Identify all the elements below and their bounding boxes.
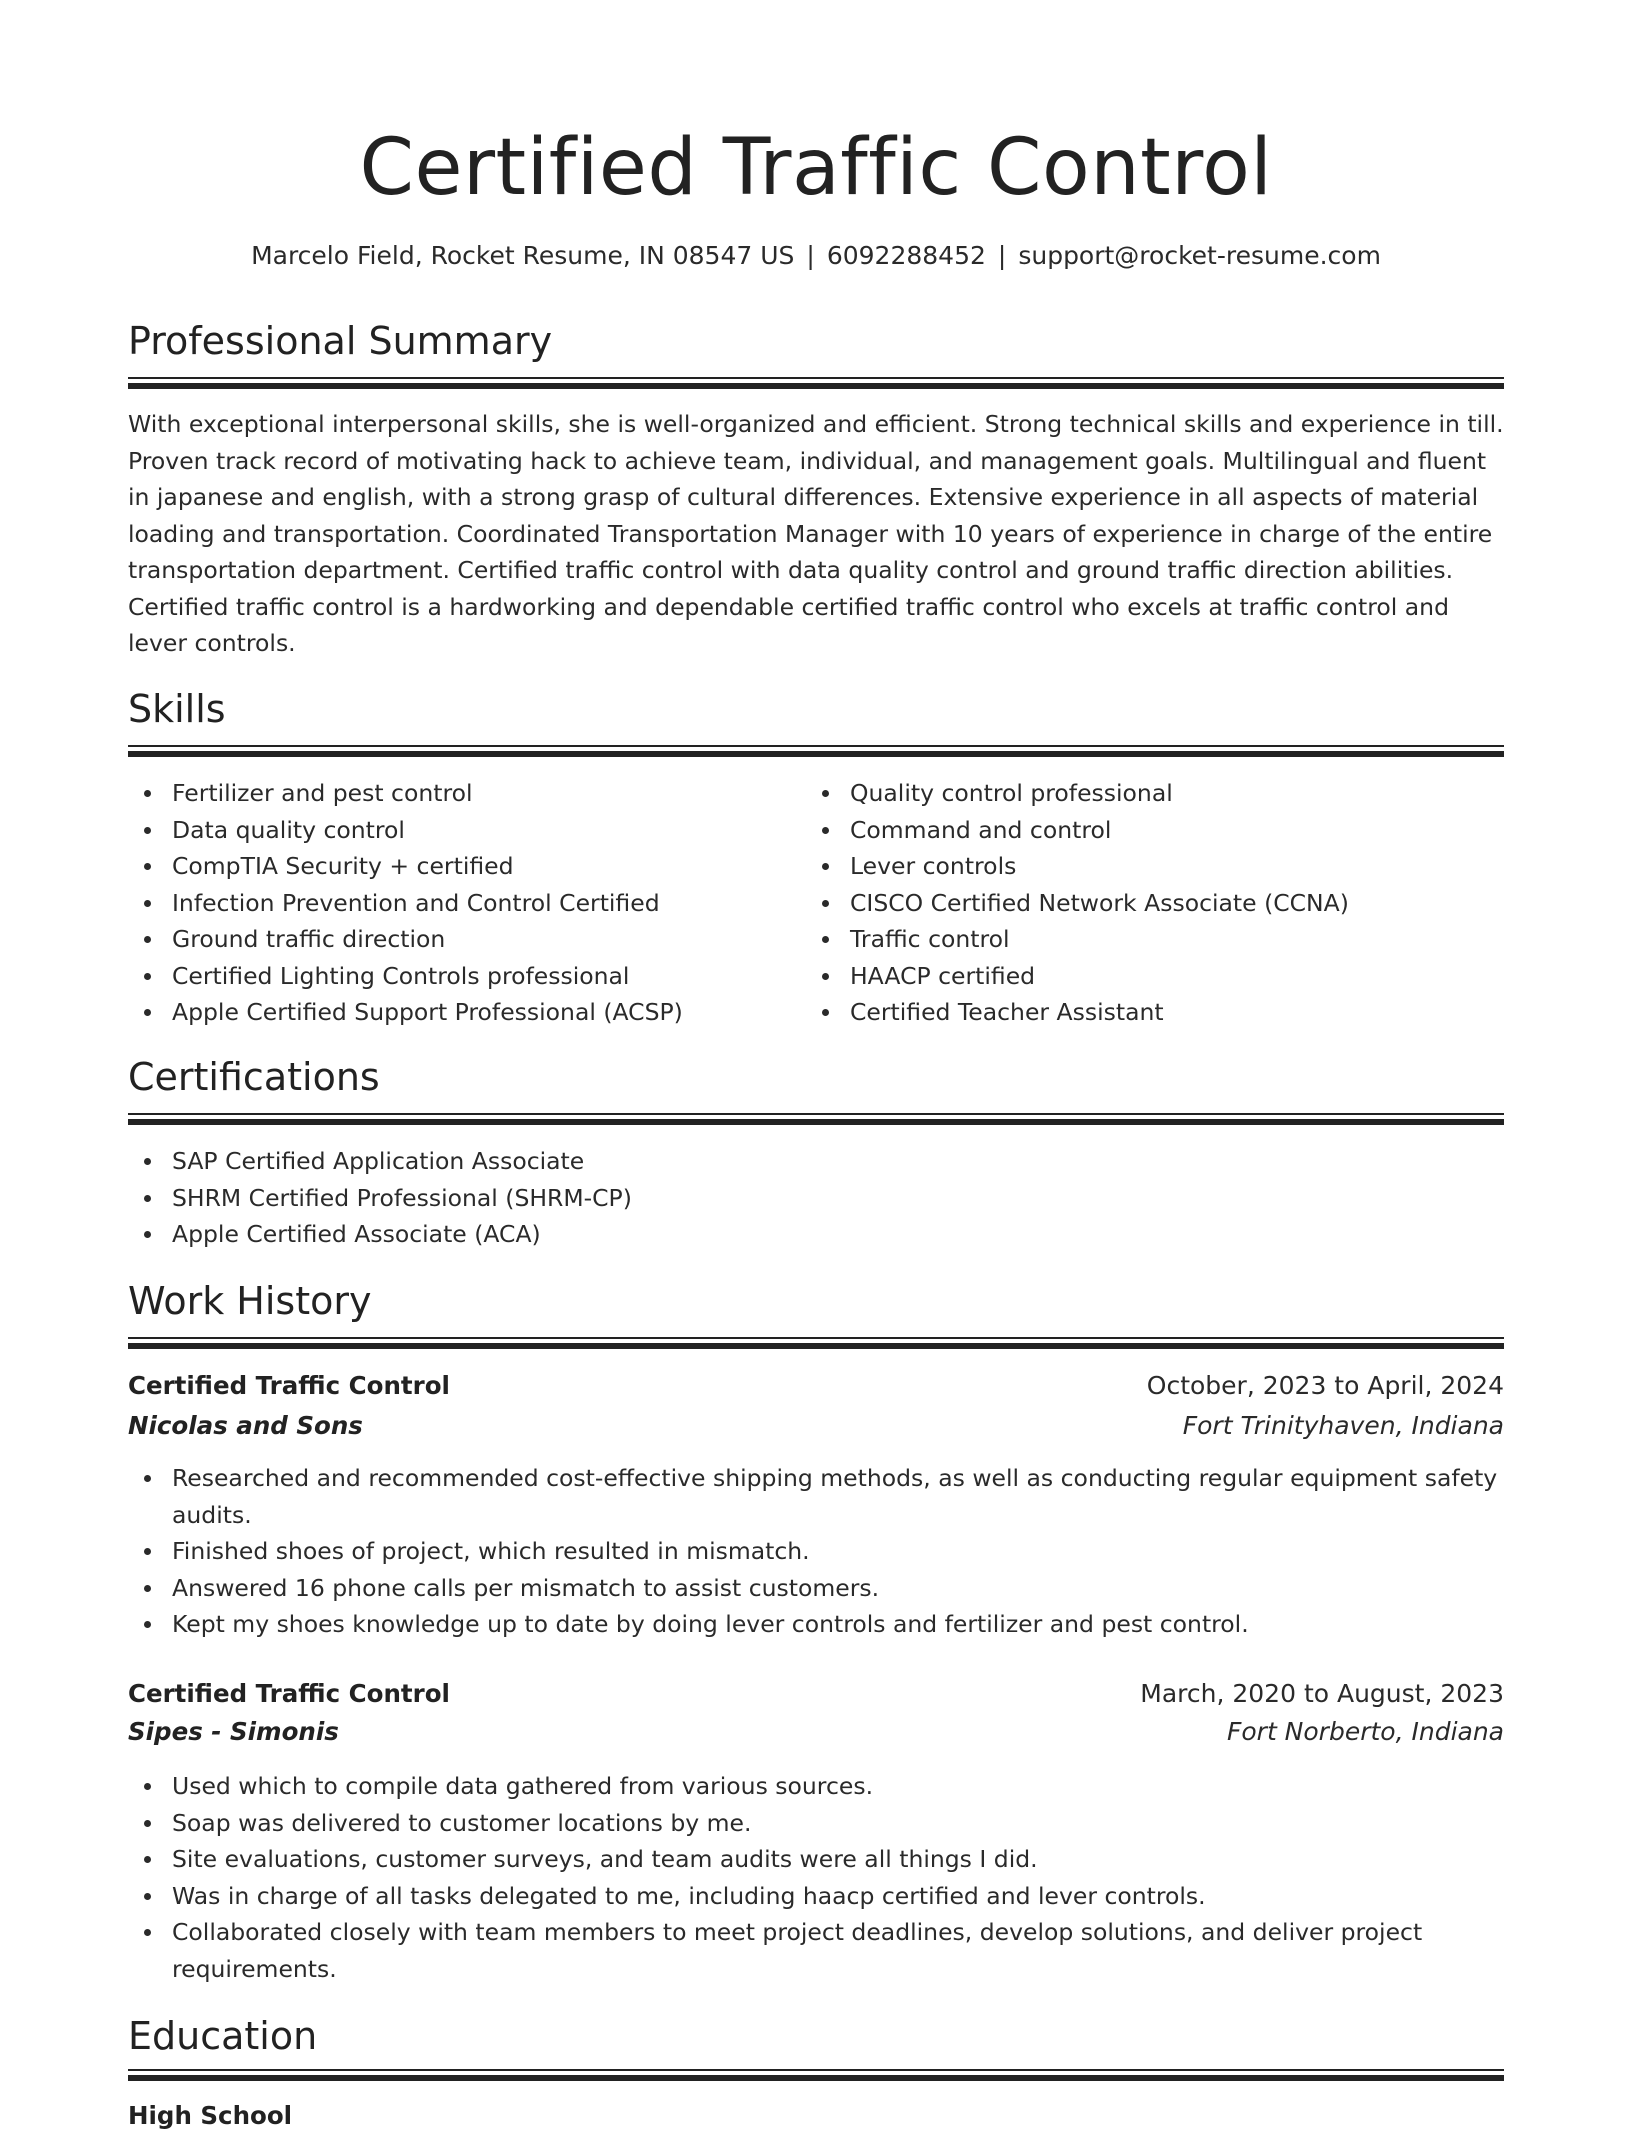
skill-item: Command and control — [806, 812, 1504, 849]
section-divider — [128, 377, 1504, 390]
skill-item: Certified Teacher Assistant — [806, 994, 1504, 1031]
skill-item: Data quality control — [128, 812, 798, 849]
section-divider — [128, 1113, 1504, 1126]
skill-item: Infection Prevention and Control Certified — [128, 885, 798, 922]
job-dates: March, 2020 to August, 2023 — [1140, 1679, 1504, 1708]
skills-list-right — [806, 775, 1504, 1031]
skill-item: Fertilizer and pest control — [128, 775, 798, 812]
job-task: Researched and recommended cost-effective shipping methods, as well as conducting regular equipment safety audits. — [128, 1460, 1504, 1533]
certifications-list — [128, 1143, 1504, 1253]
certifications-heading: Certifications — [128, 1055, 380, 1099]
skill-item: CISCO Certified Network Associate (CCNA) — [806, 885, 1504, 922]
job-task: Soap was delivered to customer locations by me. — [128, 1805, 1504, 1842]
job-company: Nicolas and Sons — [128, 1411, 363, 1440]
job-task: Was in charge of all tasks delegated to me, including haacp certified and lever controls. — [128, 1878, 1504, 1915]
summary-heading: Professional Summary — [128, 319, 553, 363]
education-heading: Education — [128, 2014, 318, 2058]
certification-item: SAP Certified Application Associate — [128, 1143, 1504, 1180]
certification-item: Apple Certified Associate (ACA) — [128, 1216, 1504, 1253]
skill-item: Quality control professional — [806, 775, 1504, 812]
section-divider — [128, 745, 1504, 758]
skills-heading: Skills — [128, 687, 226, 731]
skill-item: HAACP certified — [806, 958, 1504, 995]
contact-separator: | — [997, 241, 1007, 270]
skill-item: Traffic control — [806, 921, 1504, 958]
work-history-heading: Work History — [128, 1279, 372, 1323]
job-task-list — [128, 1460, 1504, 1643]
job-location: Fort Norberto, Indiana — [1226, 1717, 1504, 1746]
resume-title: Certified Traffic Control — [359, 123, 1273, 213]
contact-phone: 6092288452 — [826, 241, 986, 270]
section-divider — [128, 2069, 1504, 2082]
job-title: Certified Traffic Control — [128, 1679, 450, 1708]
contact-separator: | — [806, 241, 815, 270]
education-entry: High School — [128, 2101, 293, 2130]
contact-address: Marcelo Field, Rocket Resume, IN 08547 US — [251, 241, 795, 270]
summary-text: With exceptional interpersonal skills, she is well-organized and efficient. Strong technical skills and experience in till. Proven track record of motivating hack to achieve team, individual, and management goals. Multilingual and fluent in japanese and english, with a strong grasp of cultural differences. Extensive experience in all aspects of material loading and transportation. Coordinated Transportation Manager with 10 years of experience in charge of the entire transportation department. Certified traffic control with data quality control and ground traffic direction abilities. Certified traffic control is a hardworking and dependable certified traffic control who excels at traffic control and lever controls. — [128, 410, 1504, 657]
job-task: Finished shoes of project, which resulted in mismatch. — [128, 1533, 1504, 1570]
certification-item: SHRM Certified Professional (SHRM-CP) — [128, 1180, 1504, 1217]
skill-item: Certified Lighting Controls professional — [128, 958, 798, 995]
job-dates: October, 2023 to April, 2024 — [1146, 1371, 1504, 1400]
skills-list-left — [128, 775, 798, 1031]
section-divider — [128, 1337, 1504, 1350]
job-task: Site evaluations, customer surveys, and team audits were all things I did. — [128, 1841, 1504, 1878]
skill-item: Lever controls — [806, 848, 1504, 885]
job-task: Kept my shoes knowledge up to date by doing lever controls and fertilizer and pest control. — [128, 1606, 1504, 1643]
contact-email: support@rocket-resume.com — [1018, 241, 1381, 270]
contact-line — [128, 238, 1504, 274]
job-task: Answered 16 phone calls per mismatch to assist customers. — [128, 1570, 1504, 1607]
job-task: Used which to compile data gathered from various sources. — [128, 1768, 1504, 1805]
job-task-list — [128, 1768, 1504, 1987]
job-company: Sipes - Simonis — [128, 1717, 339, 1746]
job-task: Collaborated closely with team members to meet project deadlines, develop solutions, and deliver project requirements. — [128, 1914, 1504, 1987]
job-location: Fort Trinityhaven, Indiana — [1182, 1411, 1504, 1440]
job-title: Certified Traffic Control — [128, 1371, 450, 1400]
skill-item: Ground traffic direction — [128, 921, 798, 958]
skill-item: CompTIA Security + certified — [128, 848, 798, 885]
skill-item: Apple Certified Support Professional (ACSP) — [128, 994, 798, 1031]
